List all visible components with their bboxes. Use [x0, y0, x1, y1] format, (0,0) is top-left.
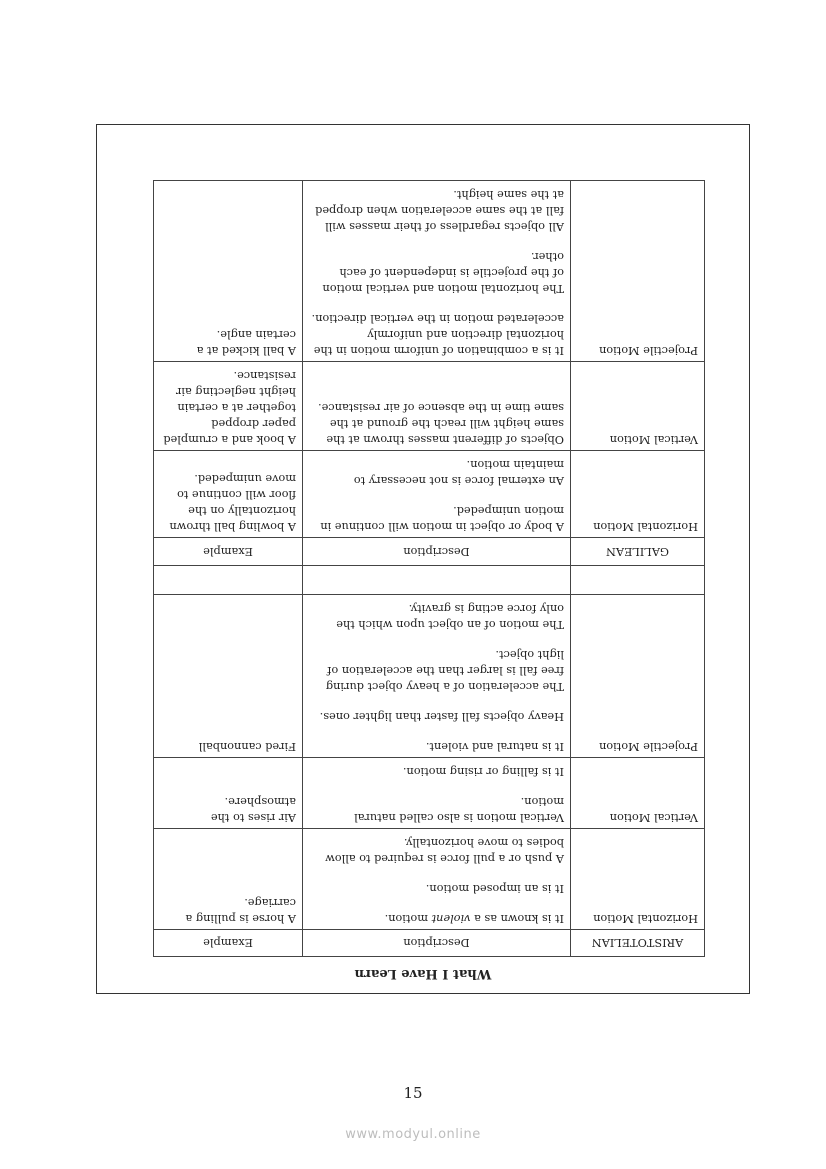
description-header: Description [303, 538, 571, 565]
blank-cell [571, 565, 705, 594]
example-cell: A book and a crumpled paper dropped together at a certain height neglecting air resistance. [154, 362, 303, 451]
description-cell [303, 757, 571, 828]
description-text: The acceleration of a heavy object during free fall is larger than the acceleration of light object. [325, 647, 564, 693]
motion-type: Projectile Motion [571, 180, 705, 361]
table-row [154, 594, 705, 757]
motion-type: Vertical Motion [571, 757, 705, 828]
description-text: It is falling or rising motion. [402, 764, 564, 778]
table-row [154, 451, 705, 538]
emphasis-text: violent [431, 911, 471, 925]
description-cell [303, 828, 571, 929]
description-text: A push or a pull force is required to allow bodies to move horizontally. [325, 835, 564, 865]
motion-comparison-table [153, 180, 705, 957]
blank-row [154, 565, 705, 594]
description-text: Objects of different masses thrown at the same height will reach the ground at the same time in the absence of air resistance. [318, 401, 564, 447]
galilean-header-row [154, 538, 705, 565]
aristotelian-header: ARISTOTELIAN [571, 929, 705, 956]
description-text: It is known as a violent motion. [384, 911, 564, 925]
table-row [154, 180, 705, 361]
blank-cell [154, 565, 303, 594]
description-text: Vertical motion is also called natural motion. [354, 794, 564, 824]
description-text: An external force is not necessary to maintain motion. [353, 458, 564, 488]
page-number: 15 [403, 1084, 423, 1102]
description-text: The horizontal motion and vertical motion of the projectile is independent of each other. [322, 250, 564, 296]
galilean-header: GALILEAN [571, 538, 705, 565]
table-row [154, 362, 705, 451]
description-text: All objects regardless of their masses will fall at the same acceleration when dropped at the same height. [315, 187, 564, 234]
description-cell [303, 180, 571, 361]
learning-summary-box [96, 124, 750, 994]
description-text: Heavy objects fall faster than lighter ones. [319, 709, 564, 723]
description-cell [303, 594, 571, 757]
motion-type: Vertical Motion [571, 362, 705, 451]
example-header: Example [154, 929, 303, 956]
example-cell: Air rises to the atmosphere. [154, 757, 303, 828]
description-cell [303, 451, 571, 538]
example-cell: A horse is pulling a carriage. [154, 828, 303, 929]
example-cell: A ball kicked at a certain angle. [154, 180, 303, 361]
example-cell: Fired cannonball [154, 594, 303, 757]
example-cell: A bowling ball thrown horizontally on the floor will continue to move unimpeded. [154, 451, 303, 538]
description-text: It is natural and violent. [425, 739, 564, 753]
watermark: www.modyul.online [345, 1127, 481, 1142]
description-header: Description [303, 929, 571, 956]
blank-cell [303, 565, 571, 594]
description-text: It is an imposed motion. [425, 881, 564, 895]
description-text: The motion of an object upon which the only force acting is gravity. [336, 601, 564, 631]
table-row [154, 828, 705, 929]
table-row [154, 757, 705, 828]
description-text: It is a combination of uniform motion in the horizontal direction and uniformly accelerated motion in the vertical direction. [311, 312, 564, 358]
motion-type: Horizontal Motion [571, 828, 705, 929]
aristotelian-header-row [154, 929, 705, 956]
description-cell [303, 362, 571, 451]
example-header: Example [154, 538, 303, 565]
section-heading: What I Have Learn [354, 966, 492, 981]
motion-type: Projectile Motion [571, 594, 705, 757]
motion-type: Horizontal Motion [571, 451, 705, 538]
description-text: A body or object in motion will continue in motion unimpeded. [320, 504, 564, 534]
